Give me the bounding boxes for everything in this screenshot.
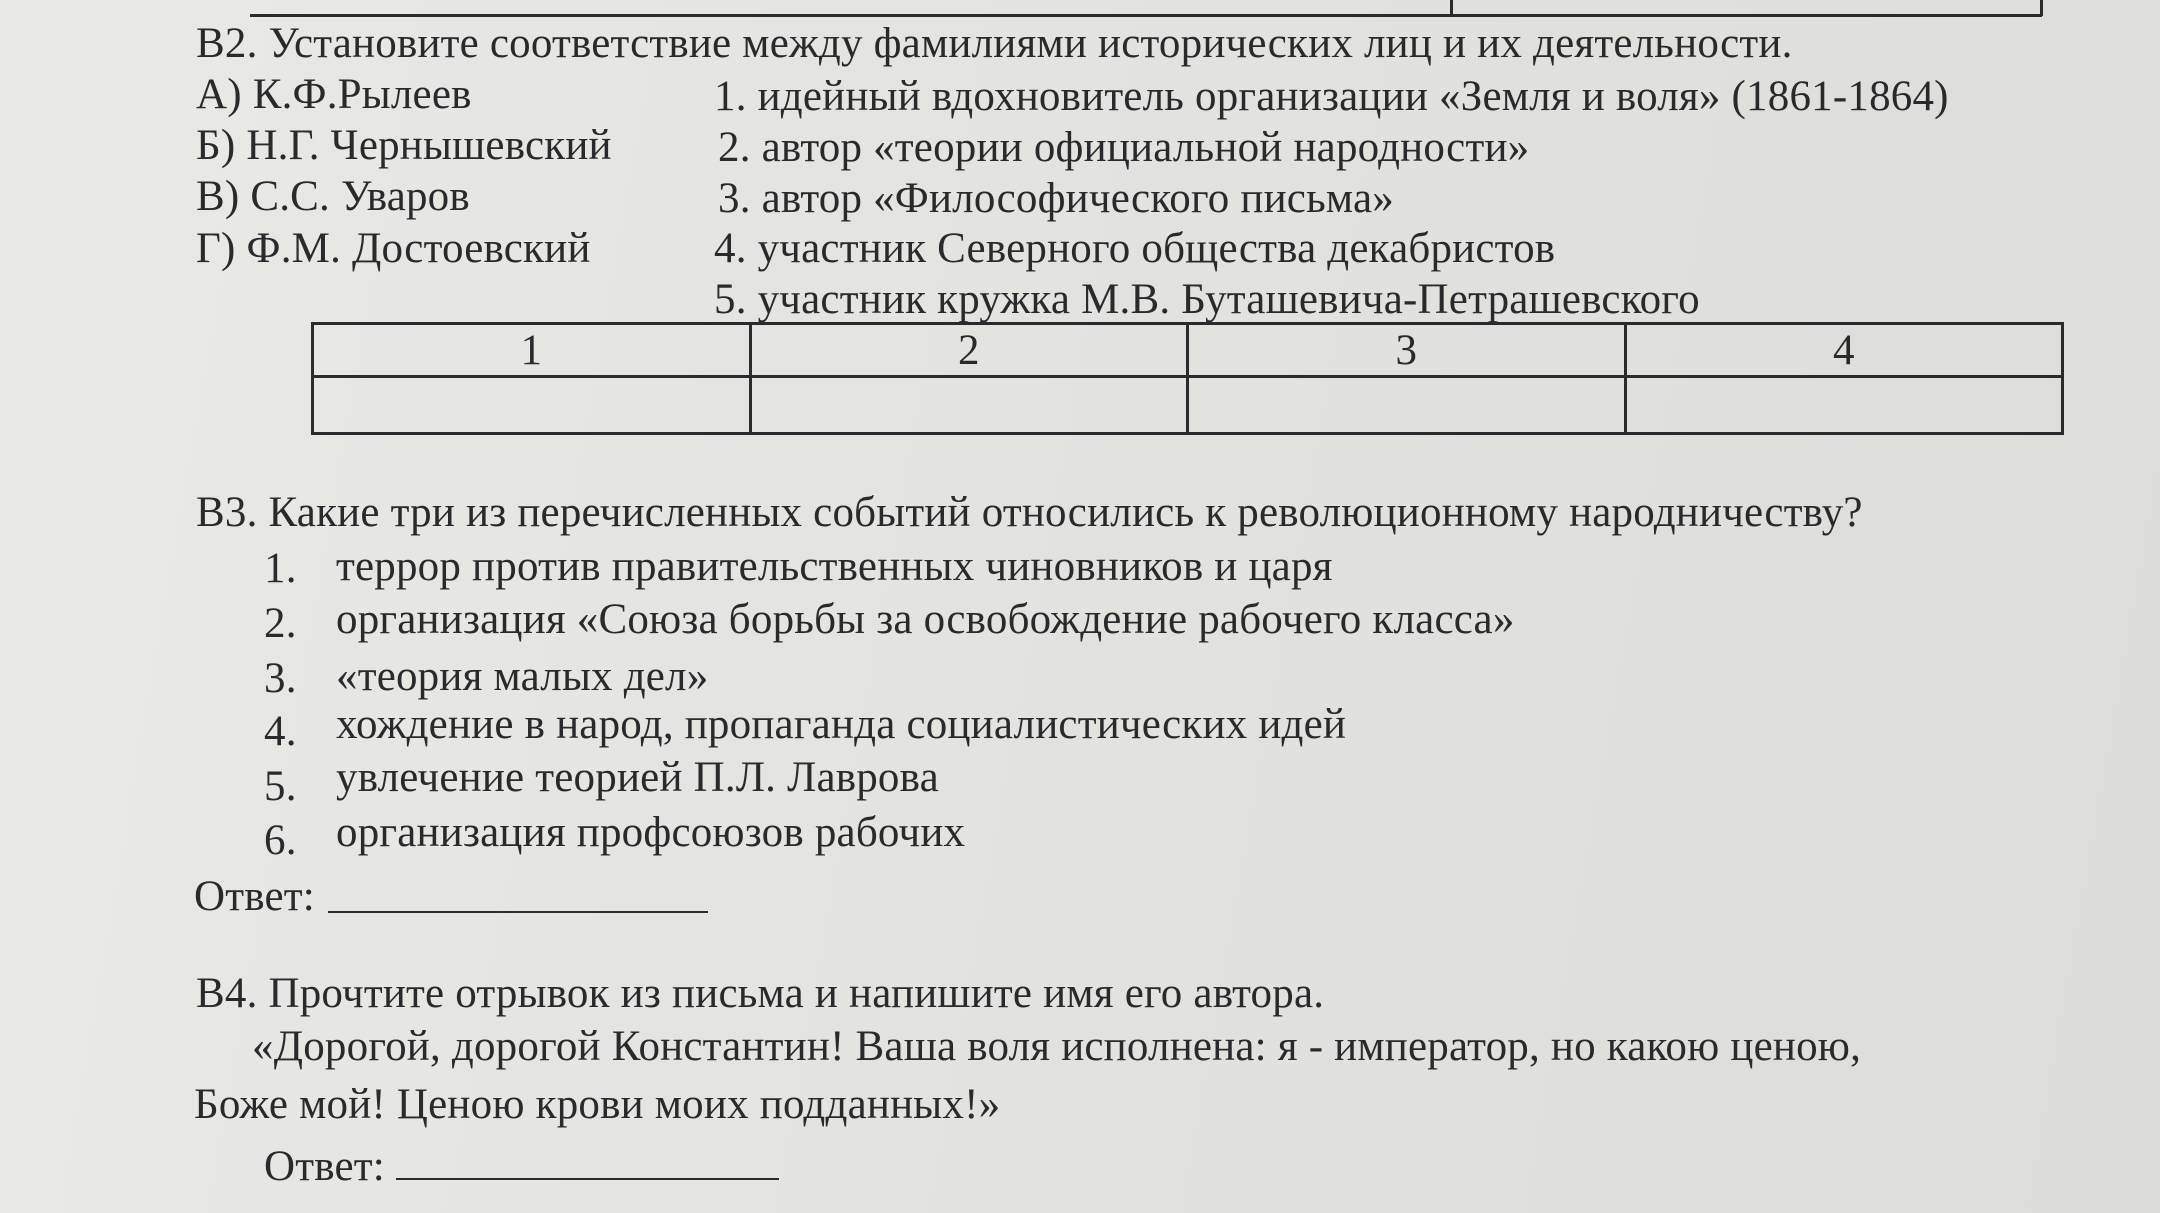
b3-item-text: «теория малых дел» bbox=[336, 653, 709, 700]
b3-item-number: 4. bbox=[264, 708, 297, 755]
answer-table-input-cell[interactable] bbox=[750, 377, 1188, 434]
previous-table-bottom-border bbox=[250, 14, 2042, 17]
b2-answer-table bbox=[311, 322, 2064, 435]
b2-question-title: В2. Установите соответствие между фамилиями исторических лиц и их деятельности. bbox=[196, 20, 1793, 67]
b3-question-title: В3. Какие три из перечисленных событий относились к революционному народничеству? bbox=[196, 489, 1863, 536]
b3-item-text: террор против правительственных чиновников и царя bbox=[336, 543, 1333, 590]
answer-table-input-cell[interactable] bbox=[313, 377, 751, 434]
b2-activity-1: 1. идейный вдохновитель организации «Земля и воля» (1861-1864) bbox=[714, 73, 1949, 120]
b3-item-text: увлечение теорией П.Л. Лаврова bbox=[336, 754, 939, 801]
b2-person-d: Г) Ф.М. Достоевский bbox=[196, 225, 591, 272]
answer-table-header-cell: 3 bbox=[1188, 324, 1626, 377]
b2-person-a: А) К.Ф.Рылеев bbox=[196, 71, 472, 118]
b3-item-text: организация «Союза борьбы за освобождение рабочего класса» bbox=[336, 596, 1515, 643]
b3-item-number: 3. bbox=[264, 655, 297, 702]
b3-answer-line[interactable] bbox=[328, 911, 708, 913]
answer-table-input-row bbox=[313, 377, 2063, 434]
b4-question-title: В4. Прочтите отрывок из письма и напишите имя его автора. bbox=[196, 970, 1325, 1017]
b3-item-number: 1. bbox=[264, 545, 297, 592]
b3-item-number: 6. bbox=[264, 817, 297, 864]
answer-table-header-cell: 1 bbox=[313, 324, 751, 377]
b4-answer-line[interactable] bbox=[396, 1178, 779, 1180]
b4-quote-line-1: «Дорогой, дорогой Константин! Ваша воля исполнена: я - император, но какою ценою, bbox=[252, 1023, 1862, 1070]
b3-item-number: 2. bbox=[264, 600, 297, 647]
b2-activity-3: 3. автор «Философического письма» bbox=[718, 175, 1394, 222]
answer-table-input-cell[interactable] bbox=[1188, 377, 1626, 434]
answer-table-input-cell[interactable] bbox=[1625, 377, 2063, 434]
b2-activity-4: 4. участник Северного общества декабристов bbox=[714, 225, 1556, 272]
b3-answer-label: Ответ: bbox=[194, 873, 315, 920]
b3-item-text: организация профсоюзов рабочих bbox=[336, 809, 966, 856]
b2-person-c: В) С.С. Уваров bbox=[196, 173, 470, 220]
b3-item-text: хождение в народ, пропаганда социалистических идей bbox=[336, 701, 1347, 748]
answer-table-header-cell: 4 bbox=[1625, 324, 2063, 377]
answer-table-header-cell: 2 bbox=[750, 324, 1188, 377]
b3-item-number: 5. bbox=[264, 763, 297, 810]
b2-activity-2: 2. автор «теории официальной народности» bbox=[718, 124, 1530, 171]
b2-person-b: Б) Н.Г. Чернышевский bbox=[196, 122, 612, 169]
b4-answer-label: Ответ: bbox=[264, 1143, 385, 1190]
answer-table-header-row bbox=[313, 324, 2063, 377]
b4-quote-line-2: Боже мой! Ценою крови моих подданных!» bbox=[194, 1081, 1001, 1128]
b2-activity-5: 5. участник кружка М.В. Буташевича-Петрашевского bbox=[714, 276, 1700, 323]
previous-table-divider bbox=[2040, 0, 2043, 16]
previous-table-divider bbox=[1450, 0, 1453, 16]
